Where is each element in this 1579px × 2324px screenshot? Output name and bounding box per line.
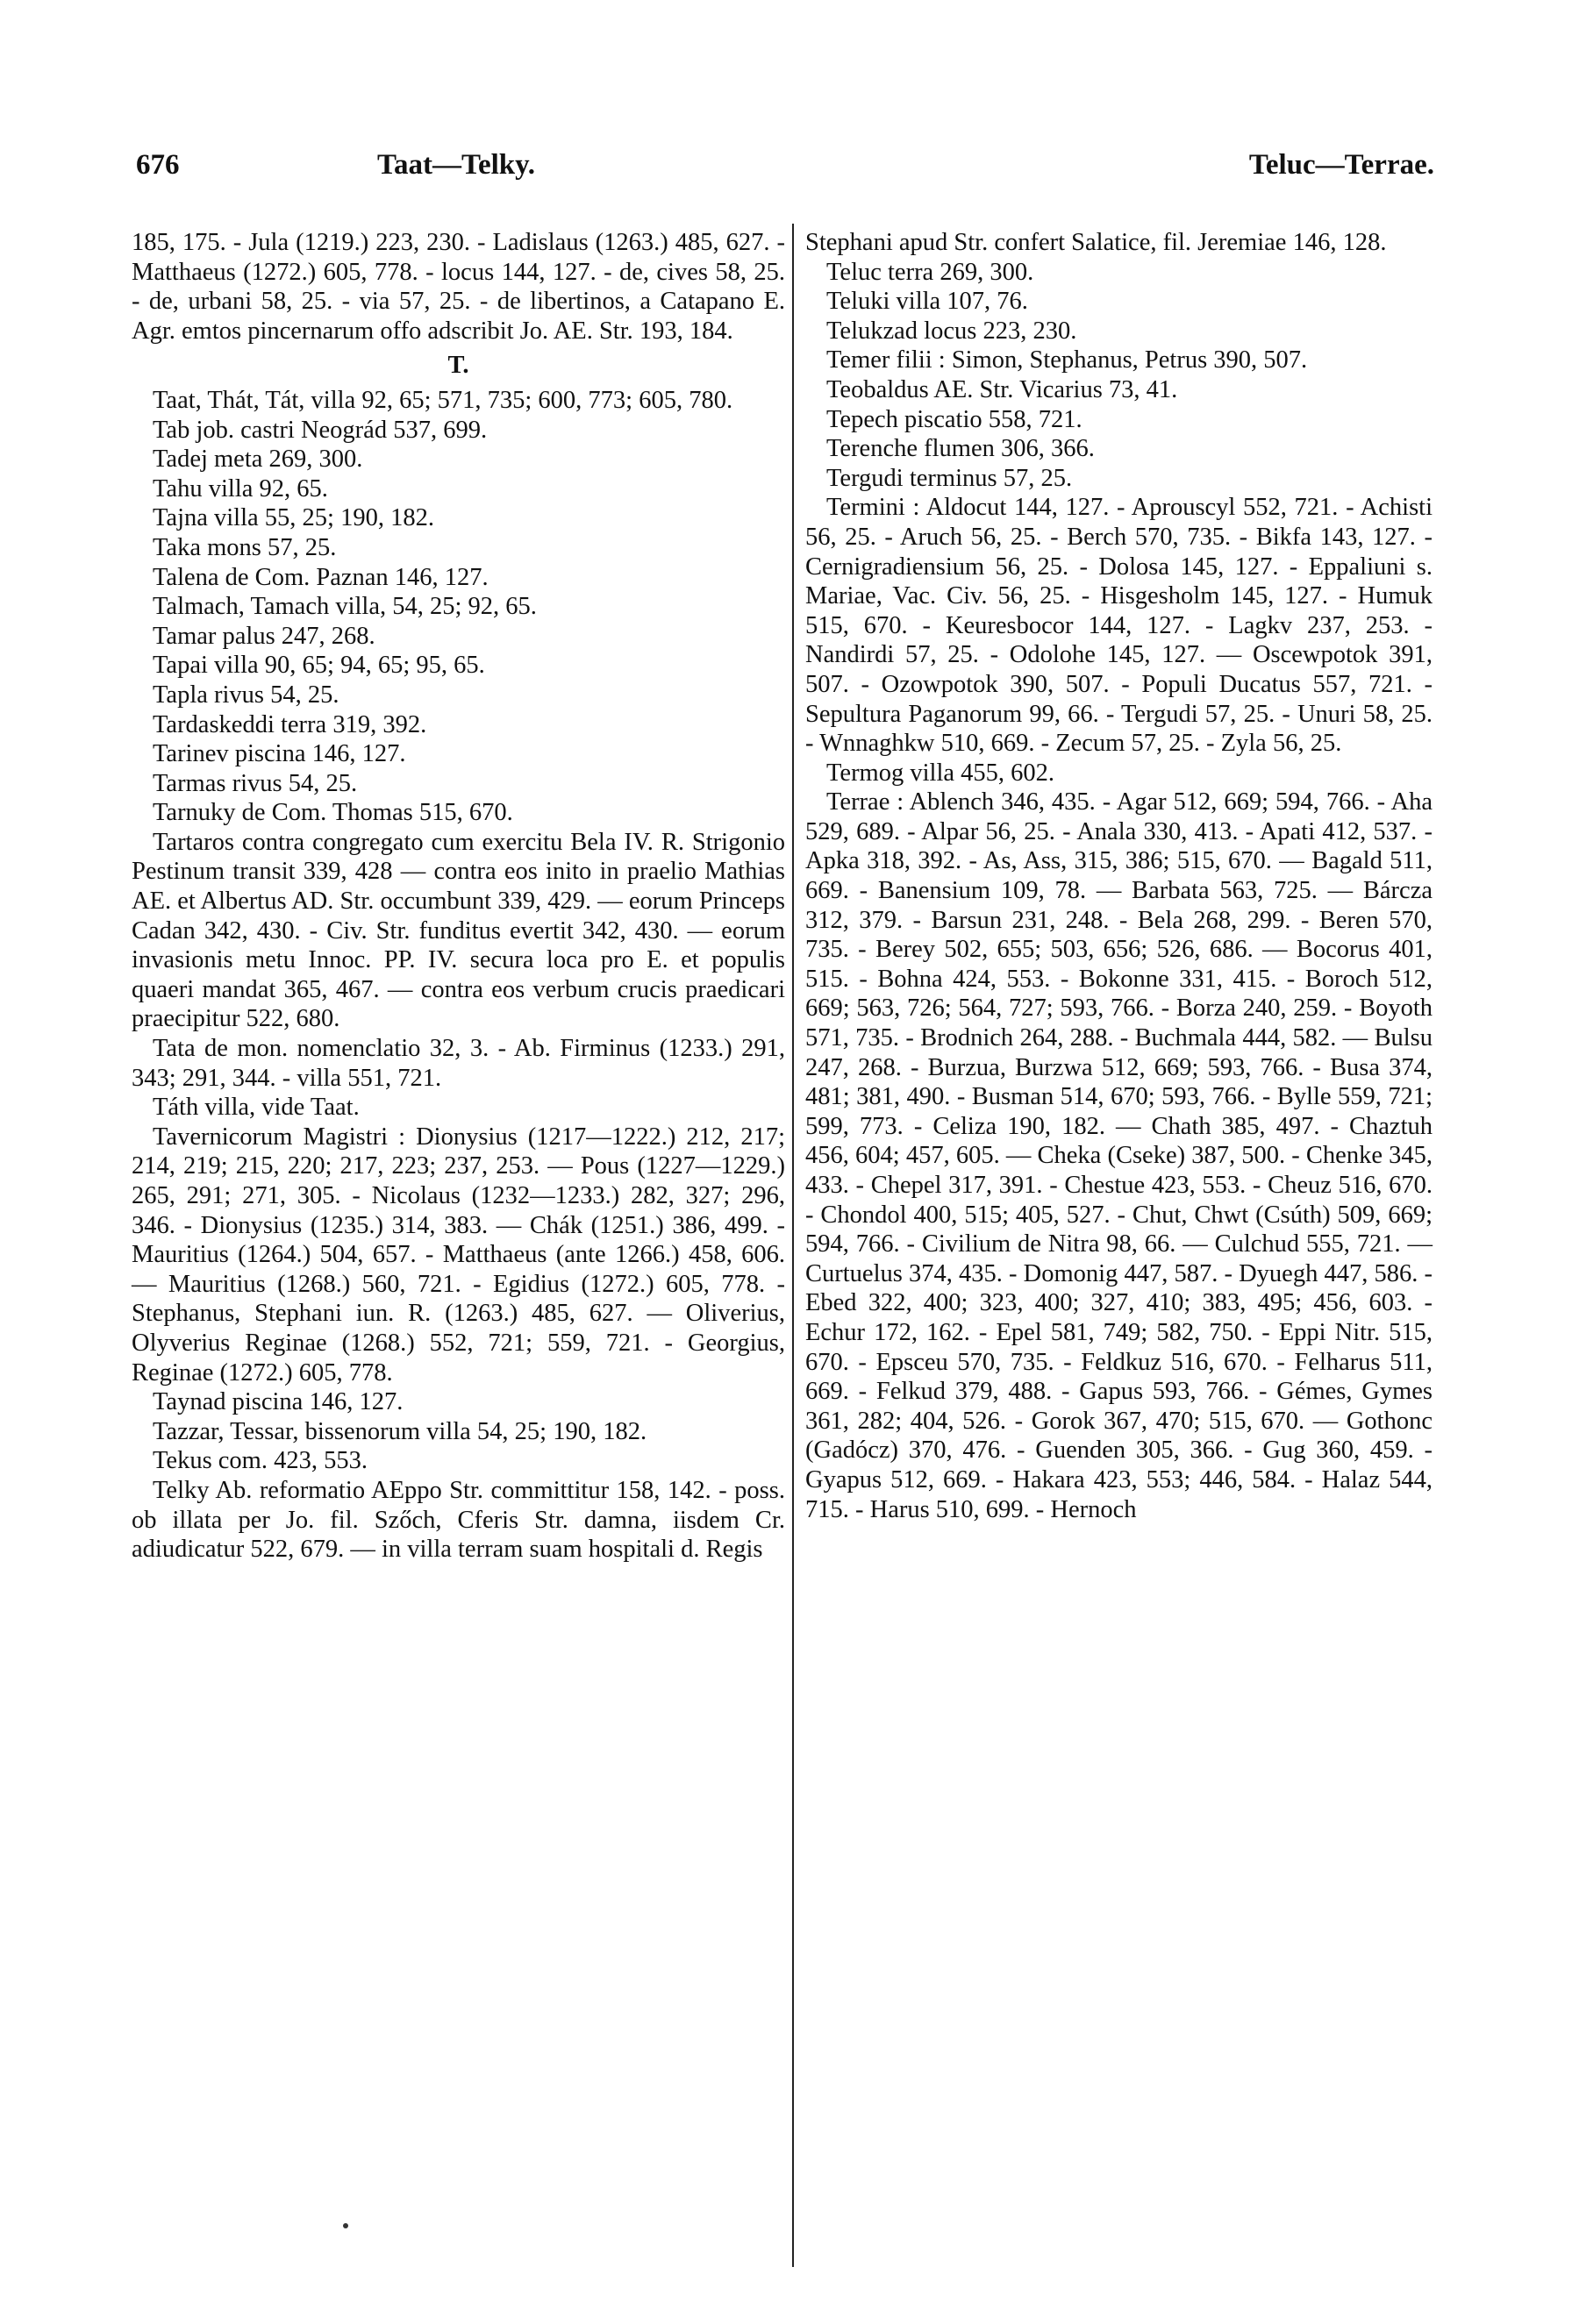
index-entry: Talena de Com. Paznan 146, 127. <box>153 563 489 591</box>
index-entry: 185, 175. - Jula (1219.) 223, 230. - Ladislaus (1263.) 485, 627. - Matthaeus (1272.) 605, 778. - locus 144, 127. - de, cives 58, 25. - de, urbani 58, 25. - via 57, 25. - de libertinos, a Catapano E. Agr. emtos pincernarum offo adscribit Jo. AE. Str. 193, 184. <box>132 229 785 345</box>
index-entry: Tavernicorum Magistri : Dionysius (1217—1222.) 212, 217; 214, 219; 215, 220; 217, 223; 237, 253. — Pous (1227—1229.) 265, 291; 271, 305. - Nicolaus (1232—1233.) 282, 327; 296, 346. - Dionysius (1235.) 314, 383. — Chák (1251.) 386, 499. - Mauritius (1264.) 504, 657. - Matthaeus (ante 1266.) 458, 606. — Mauritius (1268.) 560, 721. - Egidius (1272.) 605, 778. - Stephanus, Stephani iun. R. (1263.) 485, 627. — Oliverius, Olyverius Reginae (1268.) 552, 721; 559, 721. - Georgius, Reginae (1272.) 605, 778. <box>132 1123 785 1387</box>
right-column <box>805 228 1433 1524</box>
index-entry: Tata de mon. nomenclatio 32, 3. - Ab. Firminus (1233.) 291, 343; 291, 344. - villa 551, 721. <box>132 1035 785 1092</box>
index-entry: Taat, Thát, Tát, villa 92, 65; 571, 735; 600, 773; 605, 780. <box>153 386 733 414</box>
index-entry: Temer filii : Simon, Stephanus, Petrus 390, 507. <box>826 346 1308 374</box>
header-right-title: Teluc—Terrae. <box>1248 149 1434 181</box>
page-number: 676 <box>136 149 180 181</box>
index-entry: Tadej meta 269, 300. <box>153 446 363 474</box>
running-header <box>136 149 1434 193</box>
header-left-title: Taat—Telky. <box>377 149 536 181</box>
index-entry: Teobaldus AE. Str. Vicarius 73, 41. <box>826 375 1178 403</box>
index-entry: Tarmas rivus 54, 25. <box>153 769 358 797</box>
index-entry: Tapai villa 90, 65; 94, 65; 95, 65. <box>153 652 485 680</box>
index-entry: Táth villa, vide Taat. <box>153 1094 360 1122</box>
index-entry: Taka mons 57, 25. <box>153 533 337 561</box>
index-entry: Tekus com. 423, 553. <box>153 1447 368 1475</box>
index-entry: Tarinev piscina 146, 127. <box>153 740 406 768</box>
index-entry: Tepech piscatio 558, 721. <box>826 405 1082 433</box>
index-entry: Tardaskeddi terra 319, 392. <box>153 710 427 738</box>
column-divider <box>792 224 794 2267</box>
index-entry: Tergudi terminus 57, 25. <box>826 464 1073 492</box>
index-entry: Termog villa 455, 602. <box>826 759 1055 787</box>
index-entry: Tamar palus 247, 268. <box>153 622 375 650</box>
stray-dot-mark <box>343 2223 348 2228</box>
index-entry: Telky Ab. reformatio AEppo Str. committitur 158, 142. - poss. ob illata per Jo. fil. Szőch, Cferis Str. damna, iisdem Cr. adiudicatur 522, 679. — in villa terram suam hospitali d. Regis <box>132 1476 785 1564</box>
index-entry: Stephani apud Str. confert Salatice, fil. Jeremiae 146, 128. <box>805 229 1387 256</box>
index-entry: Termini : Aldocut 144, 127. - Aprouscyl 552, 721. - Achisti 56, 25. - Aruch 56, 25. - Berch 570, 735. - Bikfa 143, 127. - Cernigradiensium 56, 25. - Dolosa 145, 127. - Eppaliuni s. Mariae, Vac. Civ. 56, 25. - Hisgesholm 145, 127. - Humuk 515, 670. - Keuresbocor 144, 127. - Lagkv 237, 253. - Nandirdi 57, 25. - Odolohe 145, 127. — Oscewpotok 391, 507. - Ozowpotok 390, 507. - Populi Ducatus 557, 721. - Sepultura Paganorum 99, 66. - Tergudi 57, 25. - Unuri 58, 25. - Wnnaghkw 510, 669. - Zecum 57, 25. - Zyla 56, 25. <box>805 494 1433 758</box>
index-entry: Tahu villa 92, 65. <box>153 474 328 503</box>
index-entry: Teluki villa 107, 76. <box>826 288 1028 316</box>
index-entry: Terenche flumen 306, 366. <box>826 435 1095 463</box>
index-entry: Tazzar, Tessar, bissenorum villa 54, 25; 190, 182. <box>153 1417 647 1445</box>
index-entry: Tab job. castri Neográd 537, 699. <box>153 416 488 444</box>
index-entry: Tartaros contra congregato cum exercitu Bela IV. R. Strigonio Pestinum transit 339, 428 — contra eos inito in praelio Mathias AE. et Albertus AD. Str. occumbunt 339, 429. — eorum Princeps Cadan 342, 430. - Civ. Str. funditus evertit 342, 430. — eorum invasionis metu Innoc. PP. IV. secura loca pro E. et populis quaeri mandat 365, 467. — contra eos verbum crucis praedicari praecipitur 522, 680. <box>132 828 785 1033</box>
index-entry: Taynad piscina 146, 127. <box>153 1388 404 1416</box>
index-entry: Talmach, Tamach villa, 54, 25; 92, 65. <box>153 593 537 621</box>
index-entry: Telukzad locus 223, 230. <box>826 317 1077 345</box>
section-letter: T. <box>447 352 469 380</box>
index-entry: Terrae : Ablench 346, 435. - Agar 512, 669; 594, 766. - Aha 529, 689. - Alpar 56, 25. - Anala 330, 413. - Apati 412, 537. - Apka 318, 392. - As, Ass, 315, 386; 515, 670. — Bagald 511, 669. - Banensium 109, 78. — Barbata 563, 725. — Bárcza 312, 379. - Barsun 231, 248. - Bela 268, 299. - Beren 570, 735. - Berey 502, 655; 503, 656; 526, 686. — Bocorus 401, 515. - Bohna 424, 553. - Bokonne 331, 415. - Boroch 512, 669; 563, 726; 564, 727; 593, 766. - Borza 240, 259. - Boyoth 571, 735. - Brodnich 264, 288. - Buchmala 444, 582. — Bulsu 247, 268. - Burzua, Burzwa 512, 669; 593, 766. - Busa 374, 481; 381, 490. - Busman 514, 670; 593, 766. - Bylle 559, 721; 599, 773. - Celiza 190, 182. — Chath 385, 497. - Chaztuh 456, 604; 457, 605. — Cheka (Cseke) 387, 500. - Chenke 345, 433. - Chepel 317, 391. - Chestue 423, 553. - Cheuz 516, 670. - Chondol 400, 515; 405, 527. - Chut, Chwt (Csúth) 509, 669; 594, 766. - Civilium de Nitra 98, 66. — Culchud 555, 721. — Curtuelus 374, 435. - Domonig 447, 587. - Dyuegh 447, 586. - Ebed 322, 400; 323, 400; 327, 410; 383, 495; 456, 603. - Echur 172, 162. - Epel 581, 749; 582, 750. - Eppi Nitr. 515, 670. - Epsceu 570, 735. - Feldkuz 516, 670. - Felharus 511, 669. - Felkud 379, 488. - Gapus 593, 766. - Gémes, Gymes 361, 282; 404, 526. - Gorok 367, 470; 515, 670. — Gothonc (Gadócz) 370, 476. - Guenden 305, 366. - Gug 360, 459. - Gyapus 512, 669. - Hakara 423, 553; 446, 584. - Halaz 544, 715. - Harus 510, 699. - Hernoch <box>805 788 1433 1523</box>
index-entry: Tapla rivus 54, 25. <box>153 681 339 709</box>
left-column <box>132 228 785 1565</box>
index-entry: Teluc terra 269, 300. <box>826 258 1034 286</box>
index-entry: Tajna villa 55, 25; 190, 182. <box>153 504 434 532</box>
index-entry: Tarnuky de Com. Thomas 515, 670. <box>153 799 513 827</box>
